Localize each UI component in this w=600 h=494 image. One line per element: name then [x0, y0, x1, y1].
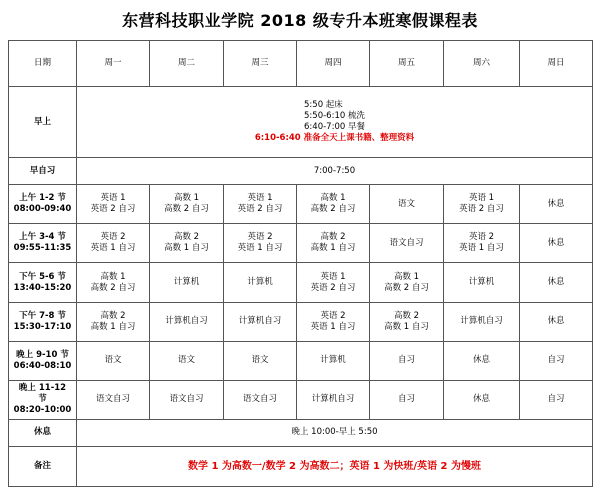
note-text: 数学 1 为高数一/数学 2 为高数二；英语 1 为快班/英语 2 为慢班 — [77, 446, 593, 486]
class-cell — [77, 302, 150, 341]
self-study-row — [9, 158, 593, 185]
class-subject: 英语 2 自习 — [310, 282, 356, 293]
period-label — [9, 380, 77, 419]
class-subject: 语文 — [104, 355, 122, 366]
class-cell — [444, 185, 520, 224]
class-subject: 语文自习 — [242, 394, 277, 405]
class-subject: 英语 2 — [247, 232, 273, 243]
class-cell — [297, 263, 370, 302]
self-study-time: 7:00-7:50 — [77, 158, 593, 185]
class-subject: 语文 — [397, 198, 415, 209]
period-time: 08:20-10:00 — [13, 405, 72, 416]
class-subject: 英语 2 自习 — [90, 204, 136, 215]
rest-time: 晚上 10:00-早上 5:50 — [77, 419, 593, 446]
period-label — [9, 224, 77, 263]
period-time: 06:40-08:10 — [13, 360, 72, 371]
period-name: 上午 1-2 节 — [19, 193, 66, 204]
class-cell — [444, 302, 520, 341]
class-cell — [224, 380, 297, 419]
class-cell — [77, 341, 150, 380]
class-subject: 高数 2 — [393, 310, 420, 321]
rest-row — [9, 419, 593, 446]
morning-line-wash: 5:50-6:10 梳洗 — [304, 111, 365, 122]
class-subject: 自习 — [547, 394, 565, 405]
class-subject: 高数 1 — [100, 271, 126, 282]
class-subject: 高数 1 自习 — [90, 321, 136, 332]
class-subject: 语文自习 — [95, 394, 130, 405]
note-row — [9, 446, 593, 486]
class-subject: 英语 1 自习 — [90, 243, 136, 254]
period-label — [9, 302, 77, 341]
class-subject: 高数 2 自习 — [164, 204, 209, 215]
class-subject: 休息 — [472, 355, 490, 366]
class-cell — [370, 224, 444, 263]
period-name: 下午 5-6 节 — [19, 271, 66, 282]
header-wed: 周三 — [224, 41, 297, 87]
period-time: 08:00-09:40 — [13, 204, 72, 215]
class-subject: 计算机自习 — [238, 316, 282, 327]
class-subject: 计算机自习 — [460, 316, 503, 327]
class-subject: 休息 — [547, 316, 565, 327]
period-row — [9, 263, 593, 302]
morning-cell — [77, 87, 593, 158]
class-subject: 语文自习 — [169, 394, 204, 405]
class-subject: 英语 1 — [320, 271, 346, 282]
class-cell — [150, 302, 224, 341]
class-subject: 自习 — [547, 355, 565, 366]
morning-row — [9, 87, 593, 158]
class-subject: 高数 1 自习 — [310, 243, 356, 254]
class-cell — [224, 224, 297, 263]
class-subject: 高数 1 自习 — [164, 243, 209, 254]
header-fri: 周五 — [370, 41, 444, 87]
class-cell — [297, 185, 370, 224]
header-thu: 周四 — [297, 41, 370, 87]
class-cell — [150, 224, 224, 263]
class-cell — [370, 380, 444, 419]
class-subject: 高数 2 — [173, 232, 200, 243]
class-cell — [370, 341, 444, 380]
class-subject: 英语 2 自习 — [237, 204, 283, 215]
morning-line-wake: 5:50 起床 — [304, 100, 343, 111]
class-cell — [520, 341, 593, 380]
class-cell — [444, 341, 520, 380]
header-sat: 周六 — [444, 41, 520, 87]
period-label — [9, 185, 77, 224]
class-cell — [520, 185, 593, 224]
class-cell — [150, 341, 224, 380]
class-subject: 休息 — [472, 394, 490, 405]
period-name: 晚上 9-10 节 — [16, 349, 69, 360]
class-subject: 高数 2 — [100, 310, 126, 321]
class-subject: 英语 2 — [320, 310, 346, 321]
class-subject: 休息 — [547, 277, 565, 287]
class-cell — [77, 380, 150, 419]
page-title: 东营科技职业学院 2018 级专升本班寒假课程表 — [122, 11, 478, 30]
class-cell — [370, 302, 444, 341]
class-subject: 英语 1 — [468, 193, 495, 204]
class-subject: 英语 1 自习 — [237, 243, 283, 254]
class-subject: 高数 2 自习 — [90, 282, 136, 293]
period-name: 下午 7-8 节 — [19, 310, 66, 321]
class-cell — [297, 224, 370, 263]
class-subject: 计算机自习 — [311, 394, 355, 405]
class-cell — [77, 185, 150, 224]
class-subject: 计算机 — [247, 277, 273, 287]
class-subject: 自习 — [397, 355, 415, 366]
self-study-label: 早自习 — [9, 158, 77, 185]
class-cell — [520, 263, 593, 302]
period-time: 15:30-17:10 — [13, 321, 72, 332]
class-subject: 休息 — [547, 237, 565, 248]
header-mon: 周一 — [77, 41, 150, 87]
class-cell — [520, 302, 593, 341]
class-cell — [444, 263, 520, 302]
class-subject: 英语 1 — [100, 193, 126, 204]
class-subject: 高数 1 — [320, 193, 346, 204]
class-cell — [150, 380, 224, 419]
class-cell — [520, 380, 593, 419]
class-subject: 英语 2 — [100, 232, 126, 243]
class-cell — [224, 302, 297, 341]
period-name: 晚上 11-12 — [18, 383, 67, 394]
period-row — [9, 380, 593, 419]
class-cell — [150, 263, 224, 302]
class-subject: 高数 1 自习 — [384, 321, 429, 332]
period-name: 上午 3-4 节 — [19, 232, 66, 243]
class-subject: 语文 — [177, 355, 195, 366]
header-date: 日期 — [9, 41, 77, 87]
period-label — [9, 263, 77, 302]
header-row — [9, 41, 593, 87]
class-cell — [444, 224, 520, 263]
period-row — [9, 185, 593, 224]
schedule-table — [8, 40, 593, 487]
class-cell — [520, 224, 593, 263]
class-cell — [224, 263, 297, 302]
class-subject: 计算机自习 — [165, 316, 208, 327]
class-cell — [370, 263, 444, 302]
period-row — [9, 224, 593, 263]
class-subject: 英语 1 自习 — [459, 243, 504, 254]
class-cell — [370, 185, 444, 224]
class-cell — [77, 263, 150, 302]
class-subject: 计算机 — [320, 355, 346, 366]
header-sun: 周日 — [520, 41, 593, 87]
class-subject: 高数 2 自习 — [384, 282, 429, 293]
period-label — [9, 341, 77, 380]
period-name-cont: 节 — [38, 394, 47, 405]
class-cell — [224, 341, 297, 380]
class-subject: 休息 — [547, 198, 565, 209]
class-subject: 语文 — [251, 355, 269, 366]
class-cell — [297, 302, 370, 341]
rest-label: 休息 — [9, 419, 77, 446]
class-subject: 高数 2 — [320, 232, 346, 243]
class-subject: 高数 2 自习 — [310, 204, 356, 215]
period-row — [9, 341, 593, 380]
class-cell — [444, 380, 520, 419]
period-time: 13:40-15:20 — [13, 282, 72, 293]
class-subject: 计算机 — [468, 277, 495, 287]
class-subject: 英语 1 — [247, 193, 273, 204]
morning-notice: 6:10-6:40 准备全天上课书籍、整理资料 — [254, 133, 415, 144]
class-cell — [77, 224, 150, 263]
class-subject: 英语 2 自习 — [459, 204, 504, 215]
period-time: 09:55-11:35 — [13, 243, 72, 254]
class-subject: 英语 1 自习 — [310, 321, 356, 332]
class-cell — [297, 341, 370, 380]
header-tue: 周二 — [150, 41, 224, 87]
class-cell — [297, 380, 370, 419]
morning-line-breakfast: 6:40-7:00 早餐 — [304, 122, 365, 133]
class-subject: 语文自习 — [389, 237, 424, 248]
morning-label: 早上 — [9, 87, 77, 158]
class-subject: 高数 1 — [173, 193, 200, 204]
note-label: 备注 — [9, 446, 77, 486]
class-subject: 自习 — [397, 394, 415, 405]
period-row — [9, 302, 593, 341]
class-cell — [224, 185, 297, 224]
class-subject: 计算机 — [173, 277, 200, 287]
class-subject: 英语 2 — [468, 232, 495, 243]
class-subject: 高数 1 — [393, 271, 420, 282]
class-cell — [150, 185, 224, 224]
